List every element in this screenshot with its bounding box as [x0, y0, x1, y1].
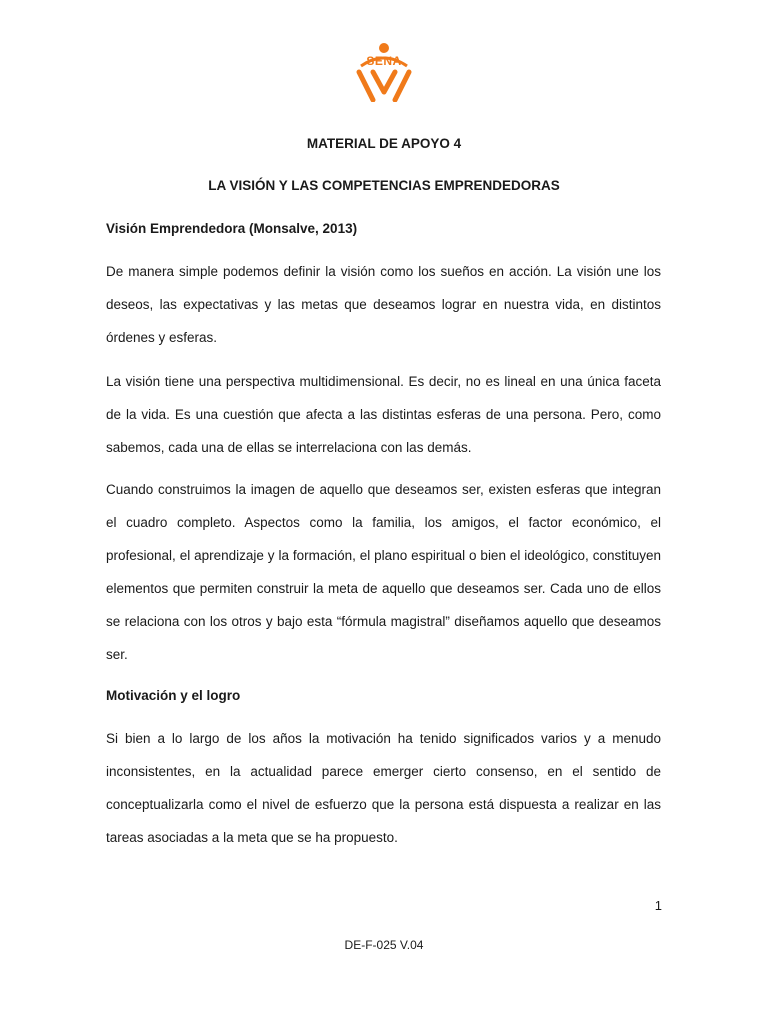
logo-text: SENA	[366, 54, 402, 68]
section-heading-vision: Visión Emprendedora (Monsalve, 2013)	[106, 221, 358, 236]
paragraph-vision-1: De manera simple podemos definir la visión como los sueños en acción. La visión une los deseos, las expectativas y las metas que deseamos lograr en nuestra vida, en distintos órdenes y esferas.	[106, 264, 661, 345]
section-heading-motivation: Motivación y el logro	[106, 688, 241, 703]
document-code: DE-F-025 V.04	[344, 938, 424, 952]
page-number: 1	[654, 898, 662, 913]
sena-logo-icon	[355, 42, 413, 102]
document-title: MATERIAL DE APOYO 4	[306, 136, 462, 151]
paragraph-vision-2: La visión tiene una perspectiva multidimensional. Es decir, no es lineal en una única faceta de la vida. Es una cuestión que afecta a las distintas esferas de una persona. Pero, como sabemos, cada una de ellas se interrelaciona con las demás.	[106, 374, 661, 455]
sena-logo	[355, 42, 413, 102]
paragraph-motivation-1: Si bien a lo largo de los años la motivación ha tenido significados varios y a menudo inconsistentes, en la actualidad parece emerger cierto consenso, en el sentido de conceptualizarla como el nivel de esfuerzo que la persona está dispuesta a realizar en las tareas asociadas a la meta que se ha propuesto.	[106, 731, 661, 845]
document-subtitle: LA VISIÓN Y LAS COMPETENCIAS EMPRENDEDORAS	[208, 178, 560, 193]
paragraph-vision-3: Cuando construimos la imagen de aquello que deseamos ser, existen esferas que integran el cuadro completo. Aspectos como la familia, los amigos, el factor económico, el profesional, el aprendizaje y la formación, el plano espiritual o bien el ideológico, constituyen elementos que permiten construir la meta de aquello que deseamos ser. Cada uno de ellos se relaciona con los otros y bajo esta “fórmula magistral” diseñamos aquello que deseamos ser.	[106, 482, 661, 662]
